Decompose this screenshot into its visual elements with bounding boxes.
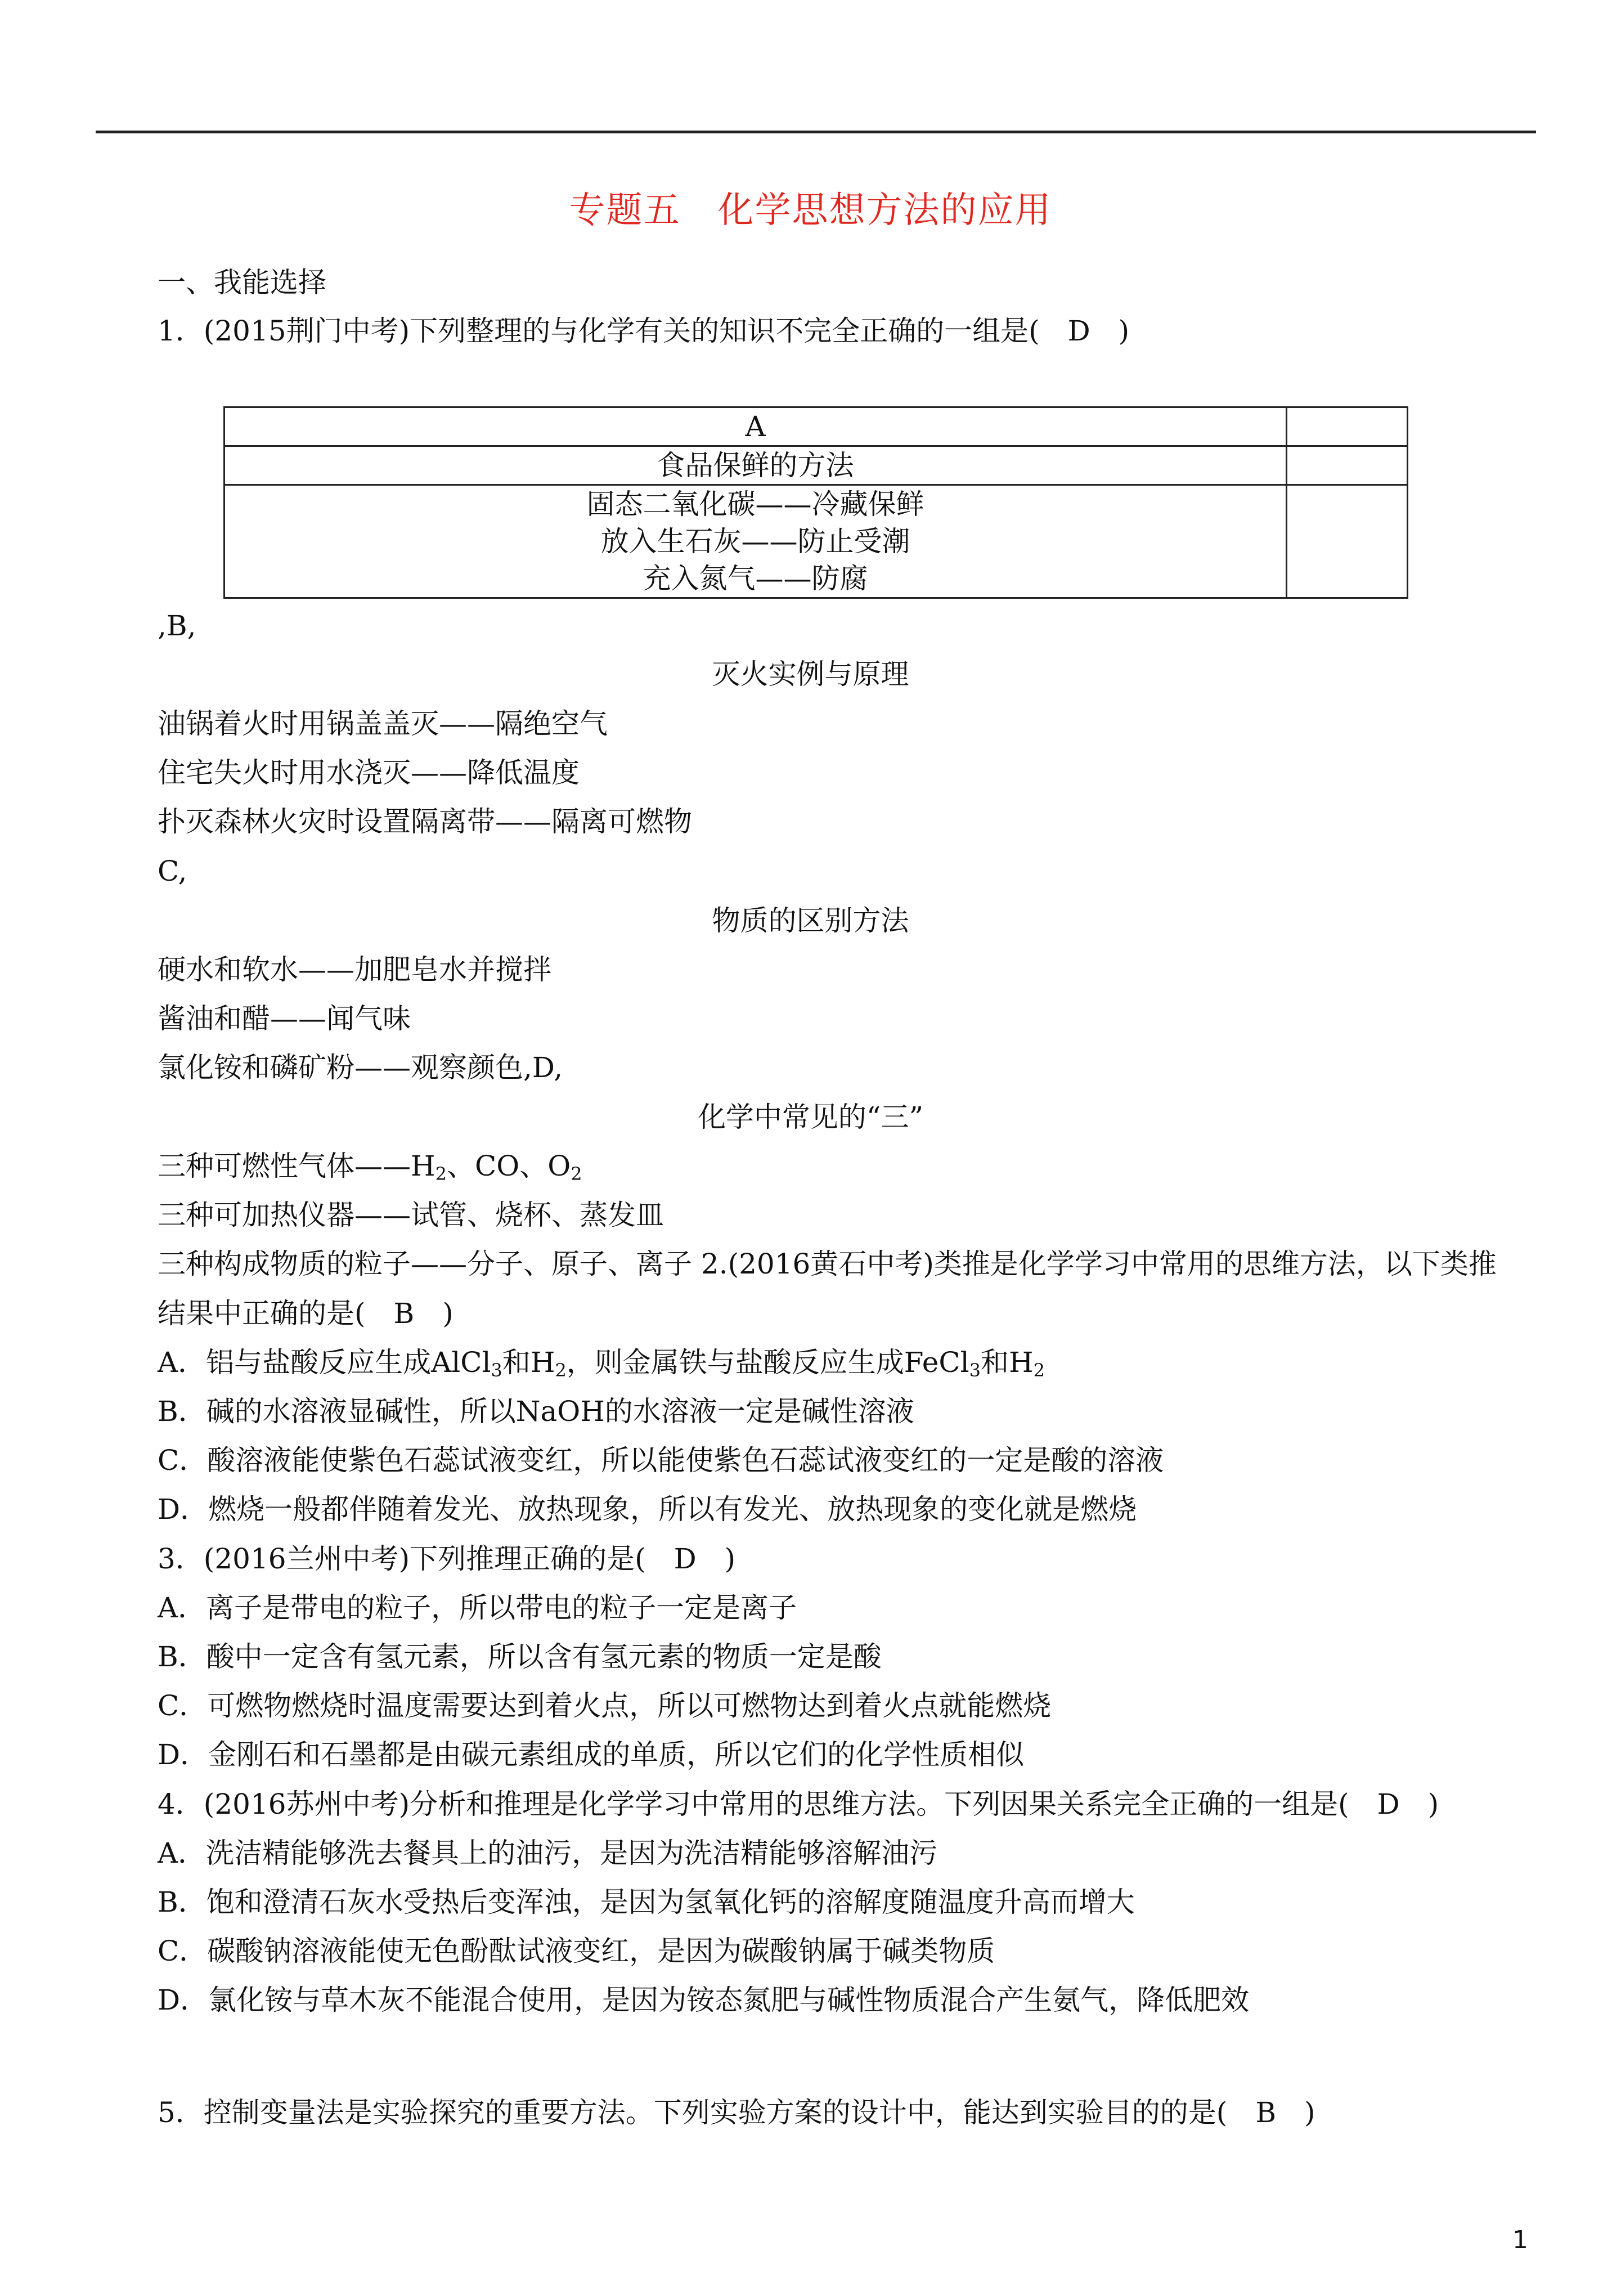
q1-stem: 1．(2015荆门中考)下列整理的与化学有关的知识不完全正确的一组是( D ) bbox=[158, 315, 1130, 347]
q1-d-heading: 化学中常见的“三” bbox=[697, 1101, 924, 1133]
q4-option-d: D．氯化铵与草木灰不能混合使用，是因为铵态氮肥与碱性物质混合产生氨气，降低肥效 bbox=[158, 1984, 1250, 2016]
q1-table-empty-cell bbox=[1287, 446, 1408, 485]
q3-option-c: C．可燃物燃烧时温度需要达到着火点，所以可燃物达到着火点就能燃烧 bbox=[158, 1689, 1052, 1722]
q4-option-a: A．洗洁精能够洗去餐具上的油污，是因为洗洁精能够溶解油污 bbox=[158, 1837, 938, 1869]
q2-stem: 结果中正确的是( B ) bbox=[158, 1297, 453, 1330]
page-title: 专题五 化学思想方法的应用 bbox=[569, 190, 1052, 231]
q1-table-item: 充入氮气——防腐 bbox=[643, 562, 868, 595]
q4-stem: 4．(2016苏州中考)分析和推理是化学学习中常用的思维方法。下列因果关系完全正确的一组是( D ) bbox=[158, 1788, 1439, 1820]
q5-stem: 5．控制变量法是实验探究的重要方法。下列实验方案的设计中，能达到实验目的的是( B ) bbox=[158, 2096, 1315, 2129]
q1-b-item: 扑灭森林火灾时设置隔离带——隔离可燃物 bbox=[158, 805, 692, 838]
q1-table-item: 固态二氧化碳——冷藏保鲜 bbox=[586, 488, 924, 521]
q1-table-items bbox=[224, 485, 1287, 598]
q1-d-item: 三种可燃性气体$——H_2$、CO、$O_2$ bbox=[158, 1150, 582, 1185]
q1-c-item: 酱油和醋——闻气味 bbox=[158, 1002, 411, 1035]
q1-c-marker: C, bbox=[158, 855, 187, 887]
q4-option-c: C．碳酸钠溶液能使无色酚酞试液变红，是因为碳酸钠属于碱类物质 bbox=[158, 1935, 995, 1967]
page-number: 1 bbox=[1512, 2226, 1528, 2254]
q1-b-heading: 灭火实例与原理 bbox=[712, 658, 909, 690]
q1-d-item: 三种构成物质的粒子——分子、原子、离子 2.(2016黄石中考)类推是化学学习中常用的思维方法，以下类推 bbox=[158, 1248, 1497, 1280]
q2-option-a: A．铝与盐酸反应生成AlCl$_3$和$H_2$，则金属铁与盐酸反应生成FeCl$_3$和$H_2$ bbox=[158, 1346, 1045, 1381]
q1-c-item: 硬水和软水——加肥皂水并搅拌 bbox=[158, 953, 551, 986]
q3-option-a: A．离子是带电的粒子，所以带电的粒子一定是离子 bbox=[158, 1591, 797, 1624]
q3-option-d: D．金刚石和石墨都是由碳元素组成的单质，所以它们的化学性质相似 bbox=[158, 1738, 1025, 1771]
q1-b-item: 住宅失火时用水浇灭——降低温度 bbox=[158, 756, 580, 789]
q3-stem: 3．(2016兰州中考)下列推理正确的是( D ) bbox=[158, 1542, 736, 1575]
q1-c-item: 氯化铵和磷矿粉——观察颜色,D, bbox=[158, 1051, 563, 1084]
q1-d-item: 三种可加热仪器——试管、烧杯、蒸发皿 bbox=[158, 1199, 664, 1231]
q3-option-b: B．酸中一定含有氢元素，所以含有氢元素的物质一定是酸 bbox=[158, 1640, 882, 1673]
q2-option-b: B．碱的水溶液显碱性，所以NaOH的水溶液一定是碱性溶液 bbox=[158, 1395, 914, 1428]
q1-table-header: A bbox=[224, 407, 1287, 446]
header-rule bbox=[96, 131, 1536, 133]
q1-table-subheader: 食品保鲜的方法 bbox=[224, 446, 1287, 485]
q2-option-c: C．酸溶液能使紫色石蕊试液变红，所以能使紫色石蕊试液变红的一定是酸的溶液 bbox=[158, 1444, 1164, 1477]
q2-option-d: D．燃烧一般都伴随着发光、放热现象，所以有发光、放热现象的变化就是燃烧 bbox=[158, 1493, 1137, 1526]
q1-table-empty-cell bbox=[1287, 407, 1408, 446]
q1-b-item: 油锅着火时用锅盖盖灭——隔绝空气 bbox=[158, 707, 608, 740]
q1-b-marker: ,B, bbox=[158, 609, 196, 642]
q1-table-item: 放入生石灰——防止受潮 bbox=[600, 525, 910, 558]
section-heading: 一、我能选择 bbox=[158, 266, 326, 299]
q4-option-b: B．饱和澄清石灰水受热后变浑浊，是因为氢氧化钙的溶解度随温度升高而增大 bbox=[158, 1886, 1135, 1918]
q1-c-heading: 物质的区别方法 bbox=[712, 904, 909, 937]
q1-table-empty-cell bbox=[1287, 485, 1408, 598]
q1-table bbox=[223, 406, 1408, 599]
